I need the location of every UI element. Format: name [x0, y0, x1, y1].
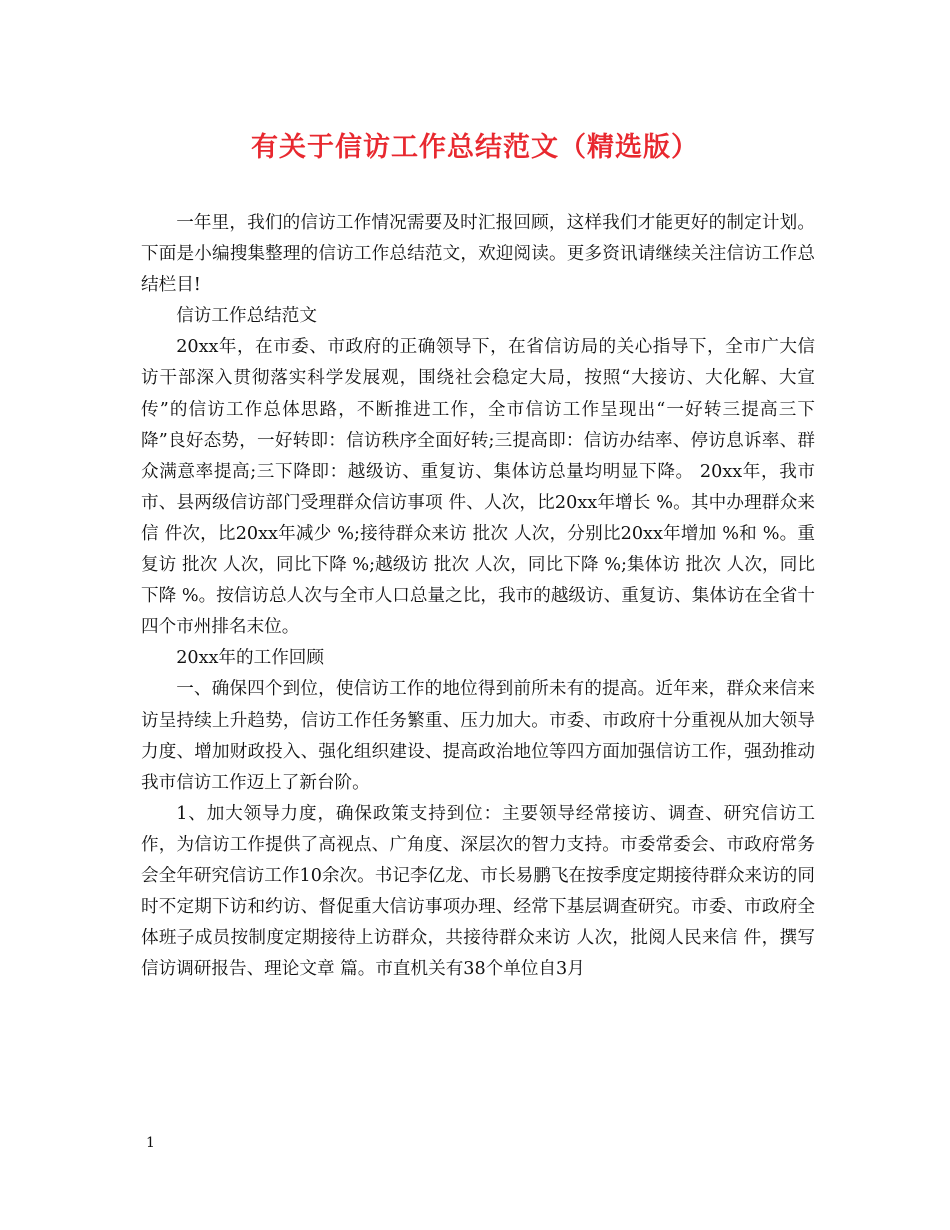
- document-body: [141, 208, 815, 985]
- paragraph-section-one: 一、确保四个到位，使信访工作的地位得到前所未有的提高。近年来，群众来信来访呈持续上升趋势，信访工作任务繁重、压力加大。市委、市政府十分重视从加大领导力度、增加财政投入、强化组织建设、提高政治地位等四方面加强信访工作，强劲推动我市信访工作迈上了新台阶。: [141, 679, 815, 793]
- page-number: 1: [146, 1135, 155, 1151]
- paragraph-item-one: 1、加大领导力度，确保政策支持到位：主要领导经常接访、调查、研究信访工作，为信访工作提供了高视点、广角度、深层次的智力支持。市委常委会、市政府常务会全年研究信访工作10余次。书记李亿龙、市长易鹏飞在按季度定期接待群众来访的同时不定期下访和约访、督促重大信访事项办理、经常下基层调查研究。市委、市政府全体班子成员按制度定期接待上访群众，共接待群众来访 人次，批阅人民来信 件，撰写信访调研报告、理论文章 篇。市直机关有38个单位自3月: [141, 803, 815, 980]
- paragraph-review-heading: 20xx年的工作回顾: [176, 648, 324, 669]
- paragraph-summary: 20xx年，在市委、市政府的正确领导下，在省信访局的关心指导下，全市广大信访干部深入贯彻落实科学发展观，围绕社会稳定大局，按照“大接访、大化解、大宣传”的信访工作总体思路，不断推进工作，全市信访工作呈现出“一好转三提高三下降”良好态势，一好转即：信访秩序全面好转;三提高即：信访办结率、停访息诉率、群众满意率提高;三下降即：越级访、重复访、集体访总量均明显下降。 20xx年，我市市、县两级信访部门受理群众信访事项 件、人次，比20xx年增长 %。其中办理群众来信 件次，比20xx年减少 %;接待群众来访 批次 人次，分别比20xx年增加 %和 %。重复访 批次 人次，同比下降 %;越级访 批次 人次，同比下降 %;集体访 批次 人次，同比下降 %。按信访总人次与全市人口总量之比，我市的越级访、重复访、集体访在全省十四个市州排名末位。: [141, 337, 815, 638]
- document-title: 有关于信访工作总结范文（精选版）: [251, 132, 699, 163]
- paragraph-intro: 一年里，我们的信访工作情况需要及时汇报回顾，这样我们才能更好的制定计划。下面是小编搜集整理的信访工作总结范文，欢迎阅读。更多资讯请继续关注信访工作总结栏目!: [141, 213, 815, 296]
- paragraph-subtitle: 信访工作总结范文: [176, 306, 317, 327]
